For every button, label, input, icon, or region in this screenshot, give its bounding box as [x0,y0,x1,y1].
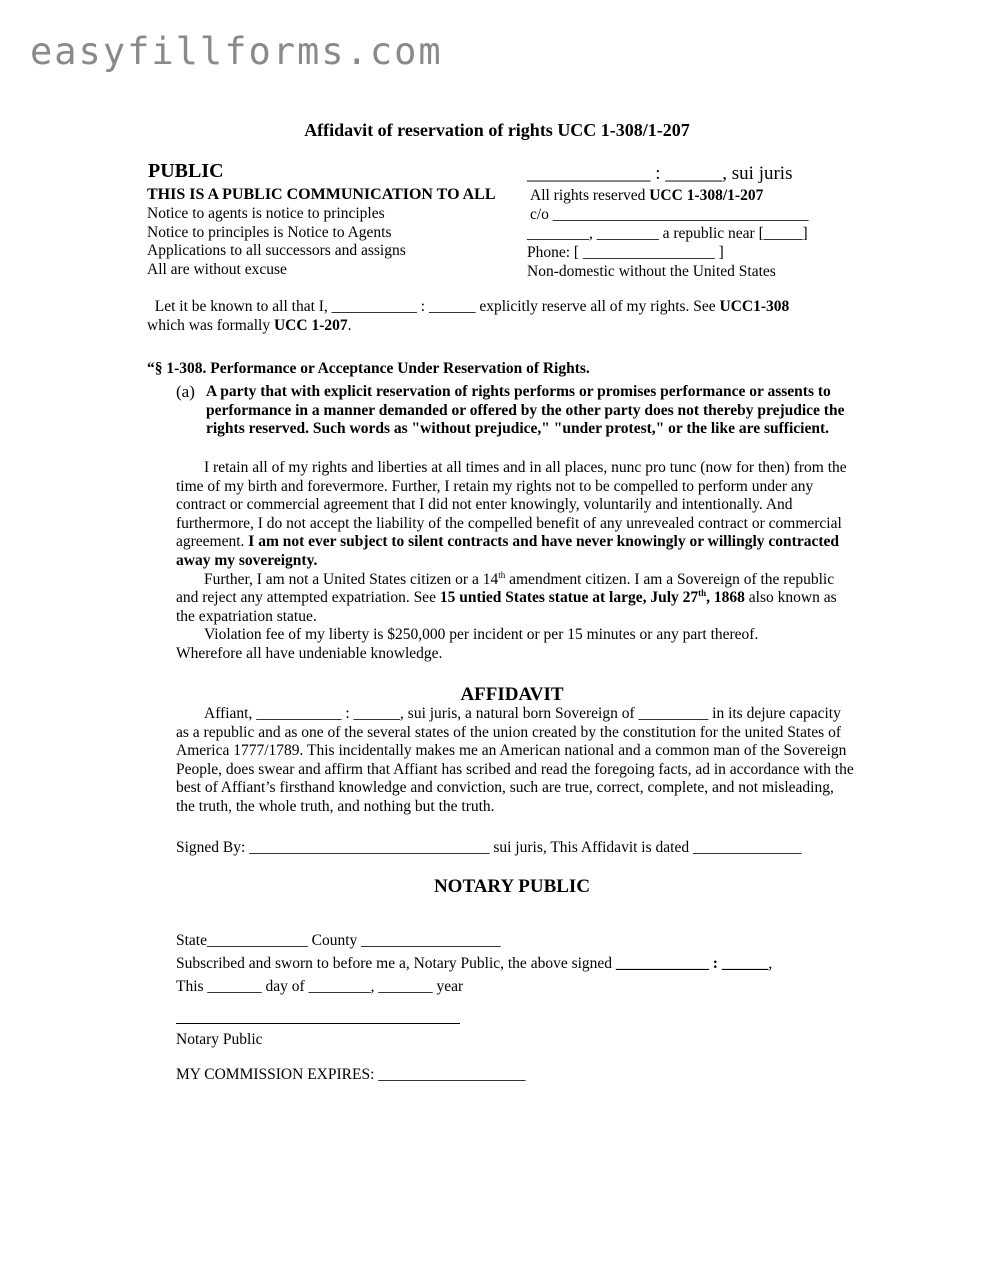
notary-public-label: Notary Public [176,1031,263,1048]
affidavit-heading: AFFIDAVIT [460,684,564,705]
phone-line: Phone: [ _________________ ] [527,244,724,261]
watermark: easyfillforms.com [30,30,443,73]
non-domestic-line: Non-domestic without the United States [527,263,776,280]
notice-line-3: Applications to all successors and assigns [147,242,406,259]
notice-line-4: All are without excuse [147,261,287,278]
city-republic-line: ________, ________ a republic near [_____] [527,225,808,242]
state-county-line: State_____________ County __________________ [176,932,501,949]
affidavit-text: Affiant, ___________ : ______, sui juris, a natural born Sovereign of _________ in its dejure capacity as a republic and as one of the several states of the union created by the constitution for the united States of America 1777/1789. This incidentally makes me an American national and a common man of the Sovereign People, does swear and affirm that Affiant has scribed and read the foregoing facts, ad in accordance with the best of Affiant’s firsthand knowledge and conviction, such are true, correct, complete, and not misleading, the truth, the whole truth, and nothing but the truth. [176,705,854,815]
rights-reserved-line: All rights reserved UCC 1-308/1-207 [530,187,764,204]
notary-signature-line [176,1023,460,1024]
notice-line-2: Notice to principles is Notice to Agents [147,224,392,241]
document-title: Affidavit of reservation of rights UCC 1-308/1-207 [304,120,690,140]
rights-body: I retain all of my rights and liberties at all times and in all places, nunc pro tunc (now for then) from the time of my birth and forevermore. Further, I retain my rights not to be compelled to perform under any contract or commercial agreement that I did not enter knowingly, voluntarily and intentionally. And furthermore, I do not accept the liability of the compelled benefit of any unrevealed contract or commercial agreement. I am not ever subject to silent contracts and have never knowingly or willingly contracted away my sovereignty. Further, I am not a United States citizen or a 14th amendment citizen. I am a Sovereign of the republic and reject any attempted expatriation. See 15 untied States statue at large, July 27th, 1868 also known as the expatriation statue. Violation fee of my liberty is $250,000 per incident or per 15 minutes or any part thereof. Wherefore all have undeniable knowledge. [176,459,847,662]
public-heading: PUBLIC [148,160,224,182]
subscribed-line: Subscribed and sworn to before me a, Notary Public, the above signed ____________ : ______, [176,955,773,972]
sui-juris-name-line: _____________ : ______, sui juris [527,163,793,184]
public-communication: THIS IS A PUBLIC COMMUNICATION TO ALL [147,186,496,203]
notice-line-1: Notice to agents is notice to principles [147,205,385,222]
care-of-line: c/o _________________________________ [530,206,809,223]
signed-by-line: Signed By: _______________________________ sui juris, This Affidavit is dated ______________ [176,839,802,856]
day-year-line: This _______ day of ________, _______ year [176,978,464,995]
commission-expires-line: MY COMMISSION EXPIRES: ___________________ [176,1066,526,1083]
reservation-statement: Let it be known to all that I, ___________ : ______ explicitly reserve all of my rights. See UCC1-308 which was formally UCC 1-207. [147,298,790,334]
notary-heading: NOTARY PUBLIC [433,876,591,897]
clause-a-label: (a) [176,382,195,401]
section-heading: “§ 1-308. Performance or Acceptance Under Reservation of Rights. [147,360,590,377]
clause-a-text: A party that with explicit reservation of rights performs or promises performance or assents to performance in a manner demanded or offered by the other party does not thereby prejudice the rights reserved. Such words as "without prejudice," "under protest," or the like are sufficient. [206,383,845,438]
